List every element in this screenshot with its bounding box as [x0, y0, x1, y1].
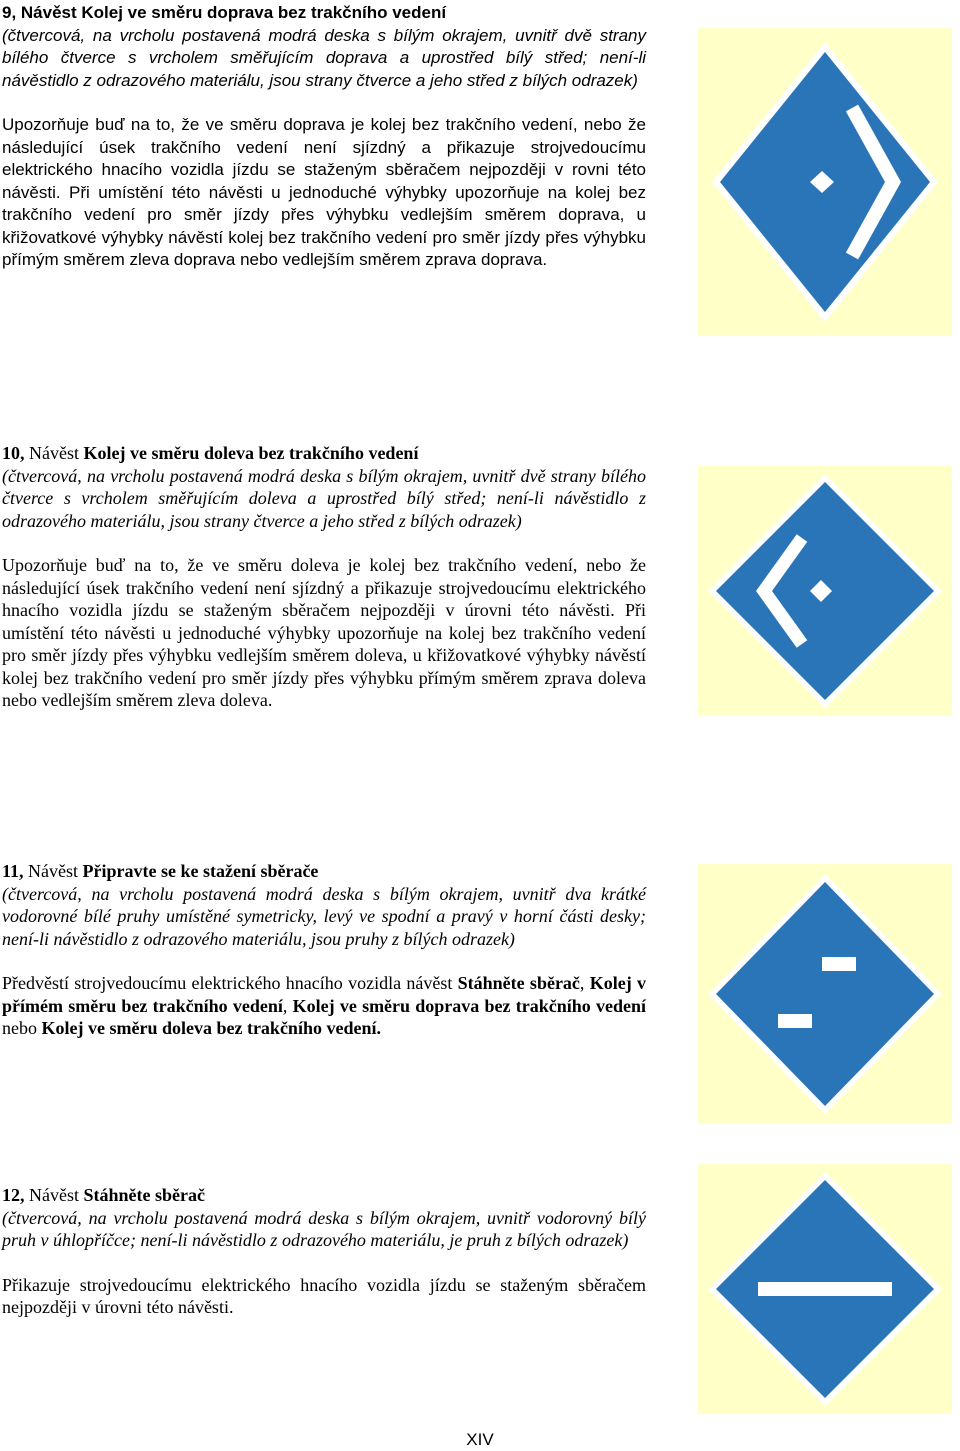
section-description: (čtvercová, na vrcholu postavená modrá deska s bílým okrajem, uvnitř vodorovný bílý pruh v úhlopříčce; není-li návěstidlo z odrazového materiálu, je pruh z bílých odrazek) [2, 1207, 646, 1250]
section-title: Kolej ve směru doleva bez trakčního vedení [83, 443, 419, 463]
signal-name: Kolej v přímém směru bez trakčního vedení [2, 973, 646, 1016]
section-9 [2, 2, 646, 272]
signal-name: Kolej ve směru doleva bez trakčního vedení. [41, 1018, 381, 1038]
section-word: Návěst [24, 443, 84, 463]
section-number: 12, [2, 1185, 25, 1205]
section-body: Přikazuje strojvedoucímu elektrického hnacího vozidla jízdu se staženým sběračem nejpozději v úrovni této návěsti. [2, 1274, 646, 1317]
horizontal-bar-sign-icon [698, 1164, 952, 1414]
body-text: nebo [2, 1018, 42, 1038]
section-word: Návěst [24, 1185, 84, 1205]
section-heading [2, 1184, 646, 1207]
signal-name: Kolej ve směru doprava bez trakčního vedení [292, 995, 646, 1016]
body-text: , [282, 995, 293, 1016]
section-description: (čtvercová, na vrcholu postavená modrá deska s bílým okrajem, uvnitř dvě strany bílého čtverce s vrcholem směřujícím doprava a uprostřed bílý střed; není-li návěstidlo z odrazového materiálu, jsou strany čtverce a jeho střed z bílých odrazek) [2, 25, 646, 90]
section-heading [2, 442, 646, 465]
section-number: 10, [2, 443, 25, 463]
section-heading [2, 860, 646, 883]
chevron-right-with-dot-sign-icon [698, 28, 952, 336]
section-description: (čtvercová, na vrcholu postavená modrá deska s bílým okrajem, uvnitř dva krátké vodorovné bílé pruhy umístěné symetricky, levý ve spodní a pravý v horní části desky; není-li návěstidlo z odrazového materiálu, jsou pruhy z bílých odrazek) [2, 883, 646, 949]
body-text: Předvěstí strojvedoucímu elektrického hnacího vozidla návěst [2, 973, 458, 993]
sign-panel [698, 466, 952, 716]
body-text: , [579, 973, 590, 993]
section-heading: 9, Návěst Kolej ve směru doprava bez trakčního vedení [2, 3, 447, 22]
chevron-left-with-dot-sign-icon [698, 466, 952, 716]
sign-panel [698, 28, 952, 336]
section-body [2, 972, 646, 1040]
section-body: Upozorňuje buď na to, že ve směru doleva je kolej bez trakčního vedení, nebo že následující úsek trakčního vedení není sjízdný a přikazuje strojvedoucímu elektrického hnacího vozidla jízdu se staženým sběračem nejpozději v úrovni této návěsti. Při umístění této návěsti u jednoduché výhybky upozorňuje na kolej bez trakčního vedení pro směr jízdy přes výhybku vedlejším směrem doleva, u křižovatkové výhybky návěstí kolej bez trakčního vedení pro směr jízdy přes výhybku přímým směrem zprava doleva nebo vedlejším směrem zleva doleva. [2, 555, 646, 710]
section-description: (čtvercová, na vrcholu postavená modrá deska s bílým okrajem, uvnitř dvě strany bílého čtverce s vrcholem směřujícím doleva a uprostřed bílý střed; není-li návěstidlo z odrazového materiálu, jsou strany čtverce a jeho střed z bílých odrazek) [2, 465, 646, 531]
sign-panel [698, 1164, 952, 1414]
signal-name: Stáhněte sběrač [457, 973, 580, 993]
section-title: Stáhněte sběrač [83, 1185, 205, 1205]
sign-panel [698, 864, 952, 1124]
two-short-bars-sign-icon [698, 864, 952, 1124]
section-10 [2, 442, 646, 712]
page-number: XIV [466, 1430, 494, 1449]
section-title: Připravte se ke stažení sběrače [82, 861, 319, 881]
section-number: 11, [2, 861, 24, 881]
section-12 [2, 1184, 646, 1319]
section-body: Upozorňuje buď na to, že ve směru doprava je kolej bez trakčního vedení, nebo že následující úsek trakčního vedení není sjízdný a přikazuje strojvedoucímu elektrického hnacího vozidla jízdu se staženým sběračem nejpozději v rovni této návěsti. Při umístění této návěsti u jednoduché výhybky upozorňuje na kolej bez trakčního vedení pro směr jízdy přes výhybku vedlejším směrem doprava, u křižovatkové výhybky návěstí kolej bez trakčního vedení pro směr jízdy přes výhybku přímým směrem zleva doprava nebo vedlejším směrem zprava doprava. [2, 115, 646, 269]
section-word: Návěst [23, 861, 83, 881]
section-11 [2, 860, 646, 1040]
